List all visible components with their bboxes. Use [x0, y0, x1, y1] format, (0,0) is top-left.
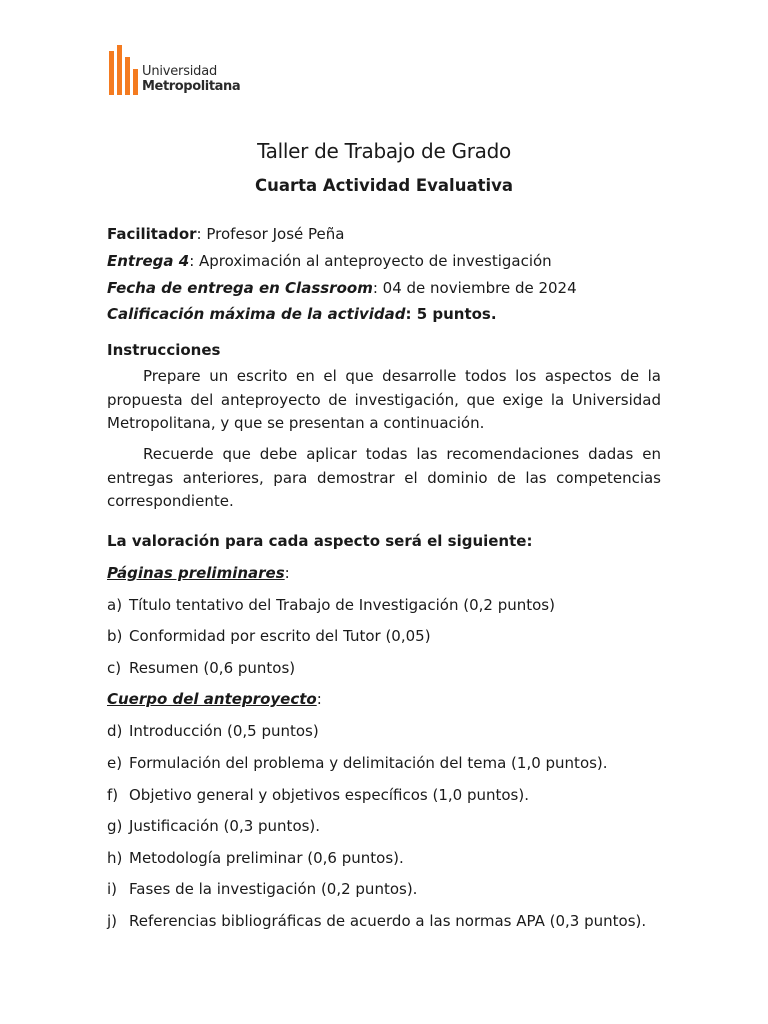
item-text: Metodología preliminar (0,6 puntos). — [129, 849, 404, 867]
item-letter: h) — [107, 849, 123, 867]
list-item — [107, 722, 319, 740]
item-text: Fases de la investigación (0,2 puntos). — [129, 880, 418, 898]
section-preliminares-colon: : — [284, 564, 290, 582]
valoracion-heading: La valoración para cada aspecto será el siguiente: — [107, 532, 533, 550]
list-item — [107, 817, 320, 835]
calificacion-line — [107, 305, 497, 323]
item-letter: b) — [107, 627, 123, 645]
list-item — [107, 596, 555, 614]
section-preliminares — [107, 564, 290, 582]
fecha-label: Fecha de entrega en Classroom — [107, 279, 373, 297]
item-text: Justificación (0,3 puntos). — [129, 817, 321, 835]
entrega-label: Entrega 4 — [107, 252, 190, 270]
item-letter: e) — [107, 754, 123, 772]
item-text: Resumen (0,6 puntos) — [129, 659, 296, 677]
instrucciones-heading: Instrucciones — [107, 341, 221, 359]
paragraph-2-text: Recuerde que debe aplicar todas las recomendaciones dadas en entregas anteriores, para demostrar el dominio de las competencias correspondiente. — [107, 445, 661, 510]
item-letter: j) — [107, 912, 118, 930]
list-item — [107, 786, 529, 804]
section-preliminares-label: Páginas preliminares — [107, 564, 285, 582]
facilitador-label: Facilitador — [107, 225, 197, 243]
facilitador-line — [107, 225, 344, 243]
facilitador-value: : Profesor José Peña — [196, 225, 345, 243]
item-text: Referencias bibliográficas de acuerdo a las normas APA (0,3 puntos). — [129, 912, 647, 930]
section-cuerpo — [107, 690, 322, 708]
instrucciones-paragraph-1 — [107, 365, 661, 436]
entrega-value: : Aproximación al anteproyecto de investigación — [189, 252, 552, 270]
calificacion-value: : 5 puntos. — [405, 305, 497, 323]
item-letter: a) — [107, 596, 123, 614]
fecha-line — [107, 279, 577, 297]
item-text: Título tentativo del Trabajo de Investigación (0,2 puntos) — [129, 596, 555, 614]
section-cuerpo-colon: : — [316, 690, 322, 708]
section-cuerpo-label: Cuerpo del anteproyecto — [107, 690, 317, 708]
paragraph-1-text: Prepare un escrito en el que desarrolle todos los aspectos de la propuesta del anteproyecto de investigación, que exige la Universidad Metropolitana, y que se presentan a continuación. — [107, 367, 661, 432]
document-title: Taller de Trabajo de Grado — [257, 139, 511, 163]
list-item — [107, 659, 295, 677]
list-item — [107, 849, 404, 867]
calificacion-label: Calificación máxima de la actividad — [107, 305, 406, 323]
document-subtitle: Cuarta Actividad Evaluativa — [254, 176, 514, 195]
item-letter: d) — [107, 722, 123, 740]
list-item — [107, 754, 608, 772]
item-text: Introducción (0,5 puntos) — [129, 722, 319, 740]
item-letter: g) — [107, 817, 123, 835]
item-text: Formulación del problema y delimitación del tema (1,0 puntos). — [129, 754, 608, 772]
item-letter: i) — [107, 880, 118, 898]
item-text: Conformidad por escrito del Tutor (0,05) — [129, 627, 431, 645]
university-logo — [109, 45, 249, 97]
item-letter: c) — [107, 659, 122, 677]
item-text: Objetivo general y objetivos específicos (1,0 puntos). — [129, 786, 529, 804]
list-item — [107, 880, 417, 898]
logo-line2: Metropolitana — [142, 79, 241, 94]
logo-line1: Universidad — [142, 64, 218, 79]
list-item — [107, 627, 431, 645]
list-item — [107, 912, 646, 930]
instrucciones-paragraph-2 — [107, 443, 661, 514]
fecha-value: : 04 de noviembre de 2024 — [372, 279, 577, 297]
entrega-line — [107, 252, 552, 270]
item-letter: f) — [107, 786, 119, 804]
